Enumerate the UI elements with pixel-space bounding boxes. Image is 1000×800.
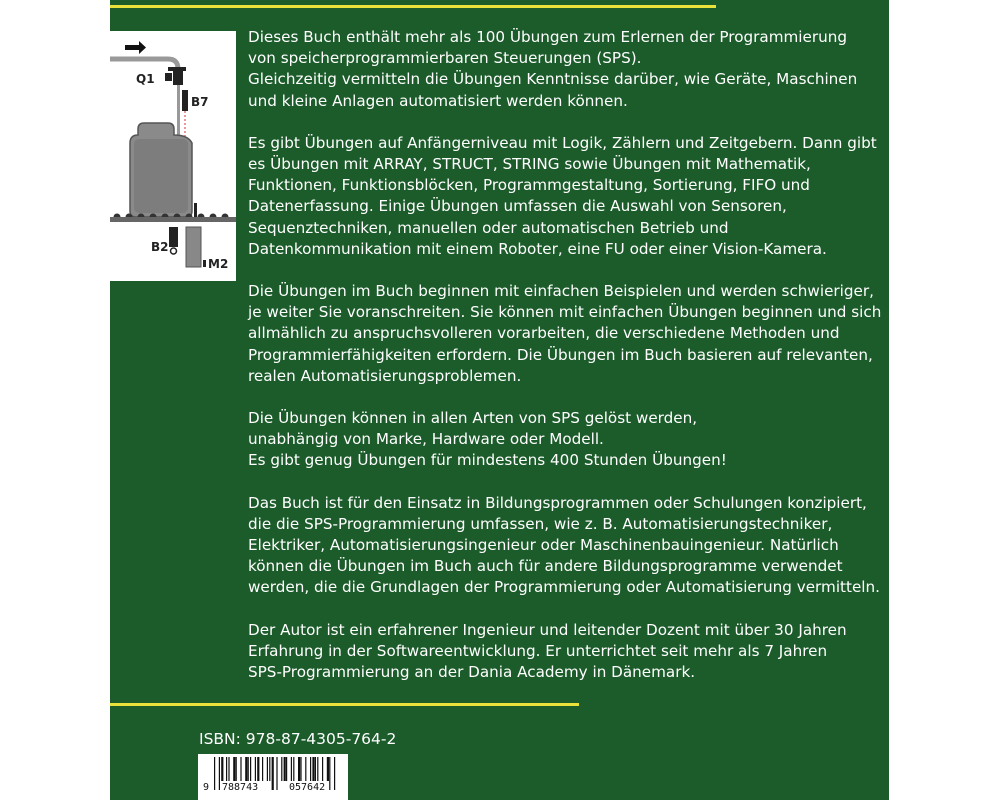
barcode-bar [327, 757, 329, 781]
book-description [248, 27, 888, 704]
barcode-bar [219, 757, 220, 790]
barcode-bar [312, 757, 314, 781]
barcode-bar [226, 757, 227, 781]
isbn-barcode [198, 754, 348, 800]
description-paragraph: Dieses Buch enthält mehr als 100 Übungen zum Erlernen der Programmierung von speicherprogrammierbaren Steuerungen (SPS). Gleichzeitig vermitteln die Übungen Kenntnisse darüber, wie Geräte, Maschinen und kleine Anlagen automatisiert werden können. [248, 28, 858, 110]
barcode-digits-right: 057642 [289, 782, 326, 793]
top-accent-rule [110, 5, 716, 8]
sensor-b2-icon [169, 227, 178, 254]
barcode-bar [293, 757, 294, 781]
barcode-bar [248, 757, 249, 781]
barcode-bar [300, 757, 301, 781]
canister-icon [130, 123, 192, 217]
barcode-bar [233, 757, 235, 781]
barcode-bar [250, 757, 251, 781]
barcode-bar [317, 757, 318, 781]
valve-q1-label: Q1 [136, 72, 155, 86]
description-paragraph: Es gibt Übungen auf Anfängerniveau mit Logik, Zählern und Zeitgebern. Dann gibt es Übungen mit ARRAY, STRUCT, STRING sowie Übungen mit Mathematik, Funktionen, Funktionsblöcken, Programmgestaltung, Sortierung, FIFO und Datenerfassung. Einige Übungen umfassen die Auswahl von Sensoren, Sequenztechniken, manuellen oder automatischen Betrieb und Datenkommunikation mit einem Roboter, eine FU oder einer Vision-Kamera. [248, 133, 877, 258]
barcode-bar [315, 757, 316, 781]
barcode-bar [322, 757, 323, 781]
valve-q1-icon [165, 67, 186, 85]
barcode-bar [262, 757, 263, 781]
barcode-bar [272, 757, 274, 790]
barcode-bar [276, 757, 277, 790]
barcode-bar [236, 757, 237, 781]
barcode-digit-left: 9 [203, 782, 210, 793]
barcode-bar [245, 757, 247, 781]
barcode-bar [310, 757, 311, 781]
sensor-b7-label: B7 [191, 95, 209, 109]
barcode-bar [284, 757, 286, 781]
flow-arrow-icon [125, 41, 146, 54]
bottom-accent-rule [110, 703, 579, 706]
barcode-bar [286, 757, 287, 781]
barcode-bar [298, 757, 300, 781]
barcode-bar [255, 757, 256, 781]
description-paragraph: Der Autor ist ein erfahrener Ingenieur und leitender Dozent mit über 30 Jahren Erfahrung in der Softwareentwicklung. Er unterrichtet seit mehr als 7 Jahren SPS-Programmierung an der Dania Academy in Dänemark. [248, 620, 847, 682]
barcode-bar [267, 757, 268, 781]
barcode-digits-mid: 788743 [222, 782, 259, 793]
sensor-b2-label: B2 [151, 240, 169, 254]
description-paragraph: Die Übungen im Buch beginnen mit einfachen Beispielen und werden schwieriger, je weiter Sie voranschreiten. Sie können mit einfachen Übungen beginnen und sich allmählich zu anspruchsvolleren vorarbeiten, die verschiedene Methoden und Programmierfähigkeiten erfordern. Die Übungen im Buch basieren auf relevanten, realen Automatisierungsproblemen. [248, 282, 882, 385]
description-paragraph: Die Übungen können in allen Arten von SPS gelöst werden, unabhängig von Marke, Hardware oder Modell. Es gibt genug Übungen für mindestens 400 Stunden Übungen! [248, 409, 727, 470]
barcode-bar [228, 757, 229, 781]
motor-m2-label: M2 [208, 257, 229, 271]
barcode-bar [305, 757, 306, 781]
barcode-bar [214, 757, 215, 790]
barcode-bar [257, 757, 259, 781]
fill-nozzle [177, 85, 180, 135]
isbn-text: ISBN: 978-87-4305-764-2 [199, 730, 397, 748]
barcode-bar [221, 757, 223, 781]
barcode-bar [334, 757, 335, 790]
barcode-bar [269, 757, 270, 781]
barcode-bar [240, 757, 241, 781]
plc-process-diagram [110, 31, 236, 281]
barcode-bar [291, 757, 292, 781]
back-cover [110, 0, 889, 800]
barcode-bar [329, 757, 330, 790]
barcode-bar [281, 757, 282, 781]
description-paragraph: Das Buch ist für den Einsatz in Bildungsprogrammen oder Schulungen konzipiert, die die SPS-Programmierung umfassen, wie z. B. Automatisierungstechniker, Elektriker, Automatisierungsingenieur oder Maschinenbauingenieur. Natürlich können die Übungen im Buch auch für andere Bildungsprogramme verwendet werden, die die Grundlagen der Programmierung oder Automatisierung vermitteln. [248, 493, 880, 597]
motor-m2-icon [186, 227, 206, 267]
barcode-graphic [198, 754, 348, 800]
filling-station-illustration [110, 31, 236, 281]
